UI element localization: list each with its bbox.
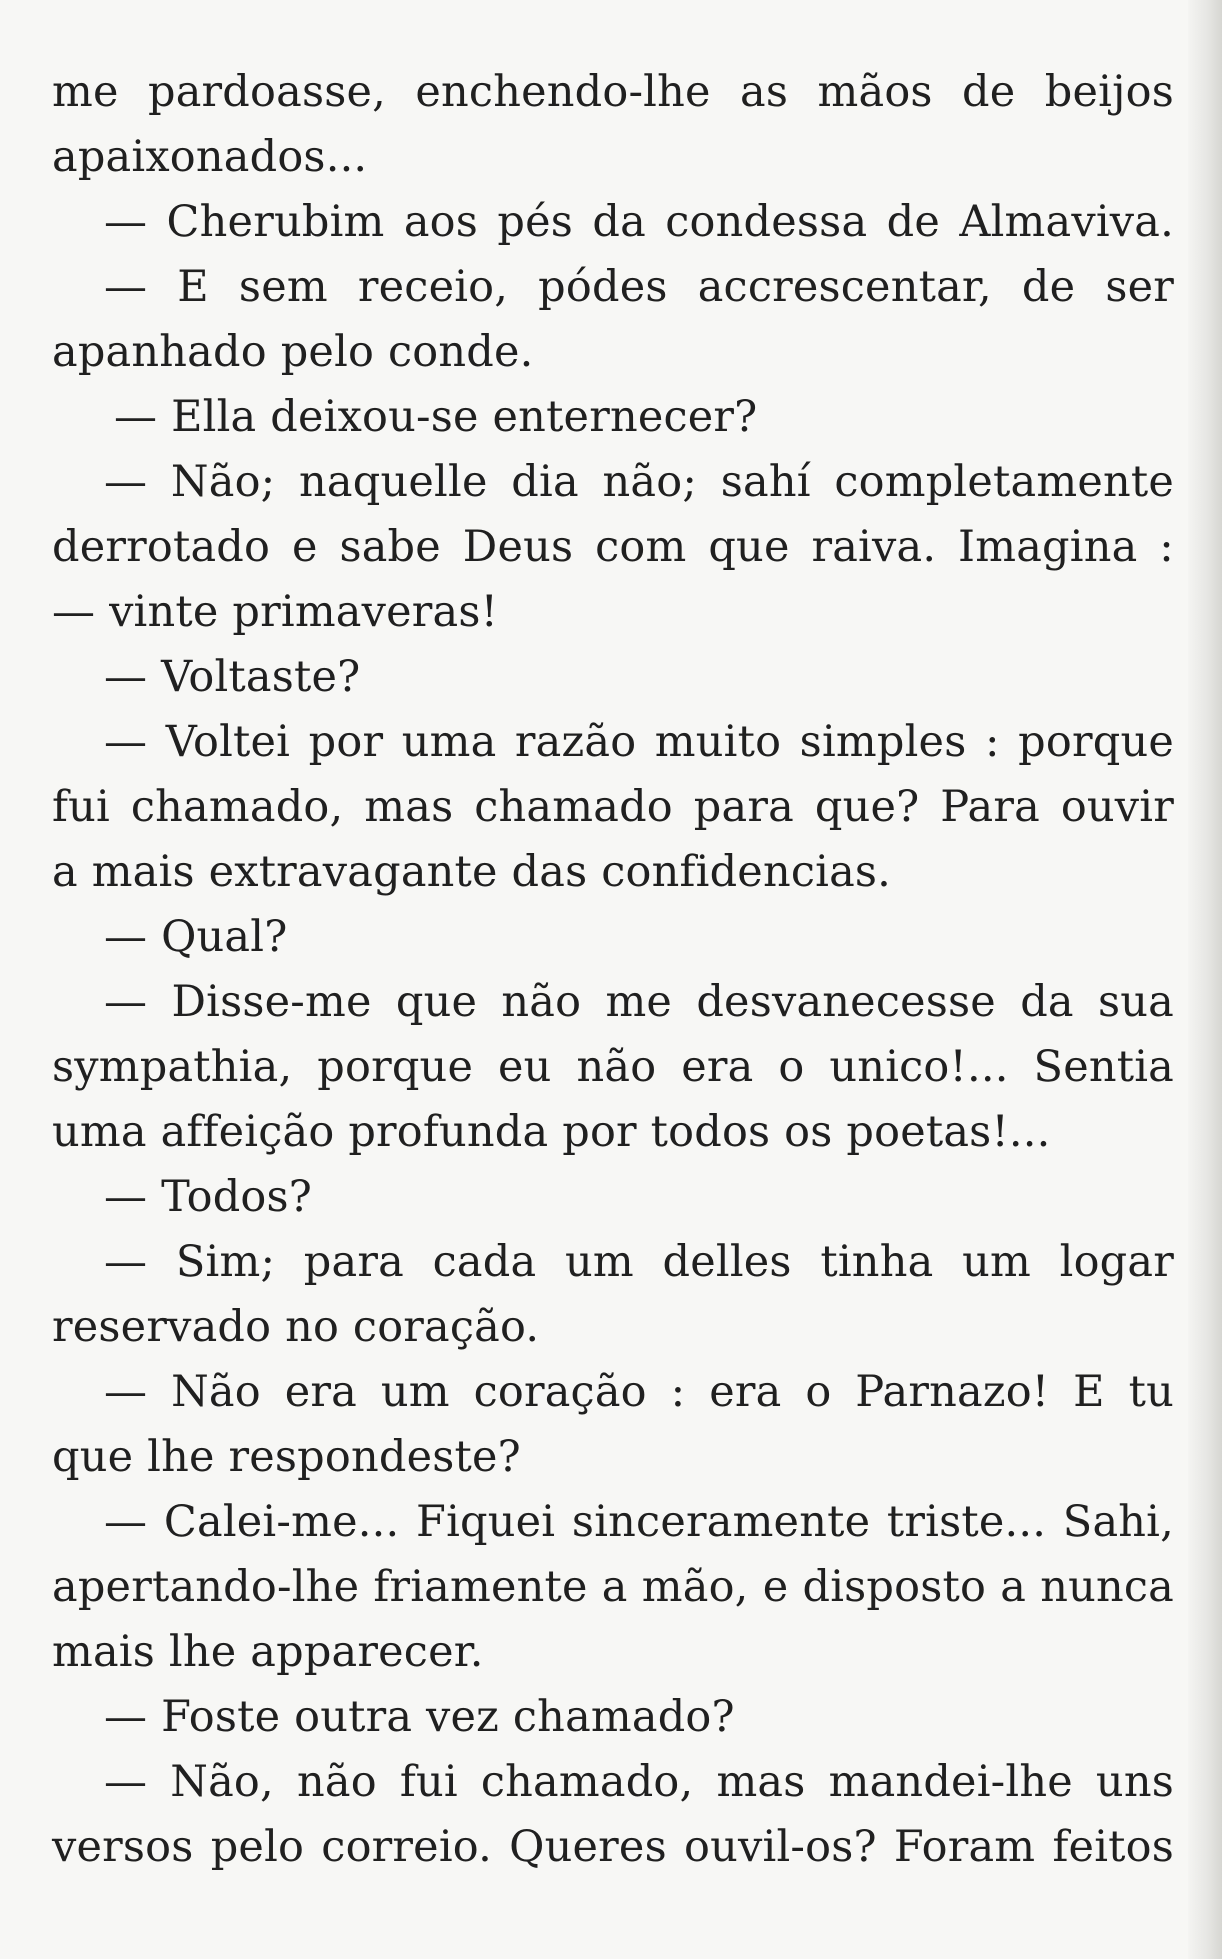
text-line: — Não, não fui chamado, mas mandei-lhe uns xyxy=(104,1757,1174,1807)
text-line: — Foste outra vez chamado? xyxy=(104,1692,735,1742)
text-line: — Não; naquelle dia não; sahí completamente xyxy=(104,457,1174,507)
text-line: sympathia, porque eu não era o unico!... Sentia xyxy=(52,1042,1174,1092)
text-line: uma affeição profunda por todos os poetas!... xyxy=(52,1107,1051,1157)
text-line: — vinte primaveras! xyxy=(52,587,499,637)
text-line: me pardoasse, enchendo-lhe as mãos de beijos xyxy=(52,67,1174,117)
text-line: — E sem receio, pódes accrescentar, de ser xyxy=(104,262,1174,312)
text-line: apaixonados... xyxy=(52,132,368,182)
text-line: — Sim; para cada um delles tinha um logar xyxy=(104,1237,1174,1287)
text-line: — Voltei por uma razão muito simples : porque xyxy=(104,717,1174,767)
text-line: — Qual? xyxy=(104,912,288,962)
text-line: que lhe respondeste? xyxy=(52,1432,521,1482)
text-line: reservado no coração. xyxy=(52,1302,540,1352)
text-line: a mais extravagante das confidencias. xyxy=(52,847,892,897)
text-line: — Todos? xyxy=(104,1172,313,1222)
text-line: — Disse-me que não me desvanecesse da sua xyxy=(104,977,1174,1027)
text-line: mais lhe apparecer. xyxy=(52,1627,484,1677)
text-line: — Ella deixou-se enternecer? xyxy=(114,392,758,442)
text-line: — Voltaste? xyxy=(104,652,361,702)
text-line: fui chamado, mas chamado para que? Para ouvir xyxy=(52,782,1174,832)
text-line: — Cherubim aos pés da condessa de Almaviva. xyxy=(104,197,1174,247)
text-line: — Calei-me... Fiquei sinceramente triste... Sahi, xyxy=(104,1497,1174,1547)
text-line: versos pelo correio. Queres ouvil-os? Foram feitos xyxy=(52,1822,1174,1872)
text-line: apanhado pelo conde. xyxy=(52,327,534,377)
text-line: — Não era um coração : era o Parnazo! E tu xyxy=(104,1367,1174,1417)
page-edge-shadow xyxy=(1188,0,1222,1959)
body-text xyxy=(52,60,1174,1880)
text-line: derrotado e sabe Deus com que raiva. Imagina : xyxy=(52,522,1174,572)
text-line: apertando-lhe friamente a mão, e disposto a nunca xyxy=(52,1562,1174,1612)
